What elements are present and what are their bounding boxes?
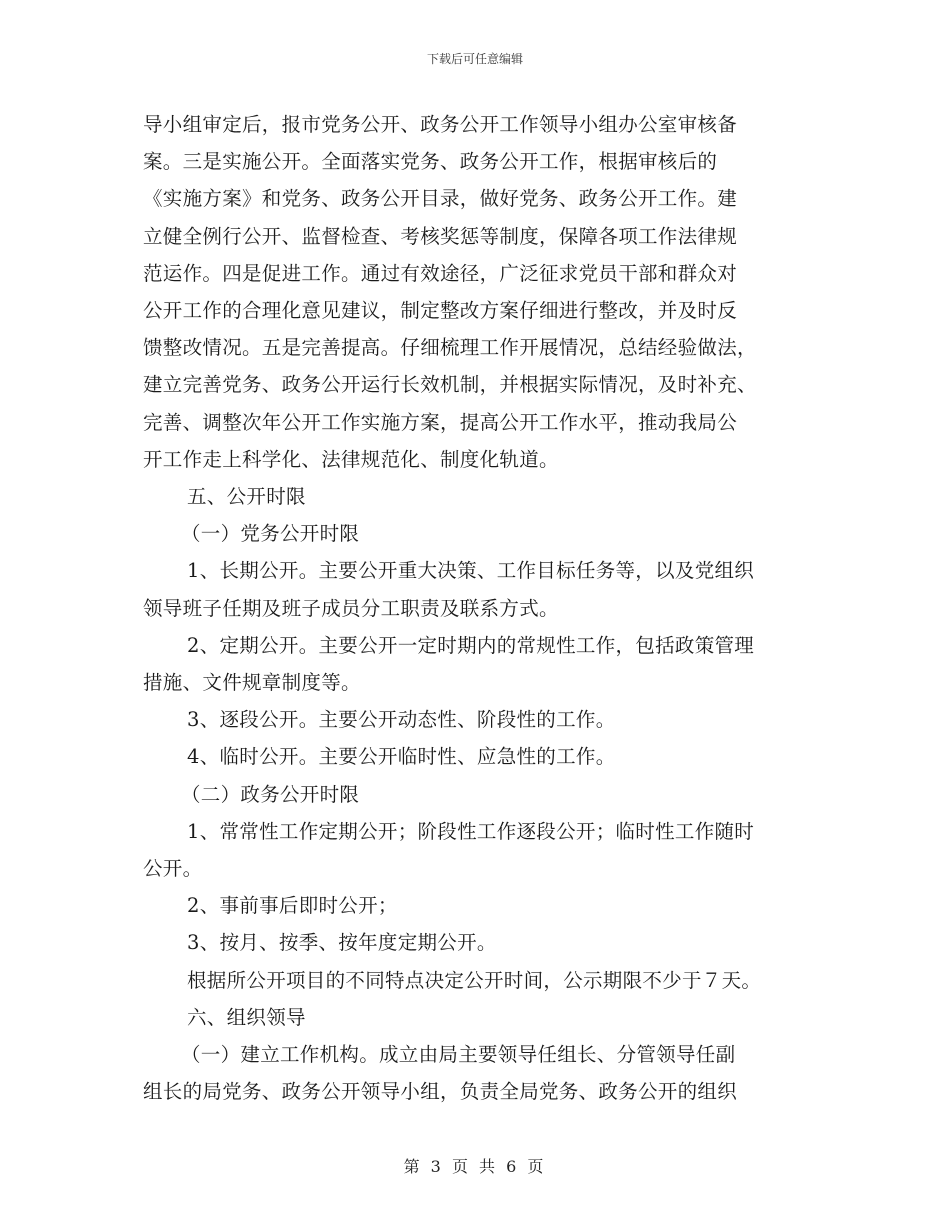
paragraph-line: 2、定期公开。主要公开一定时期内的常规性工作，包括政策管理	[187, 633, 755, 657]
subsection-heading: （一）党务公开时限	[181, 522, 360, 546]
paragraph-line: 根据所公开项目的不同特点决定公开时间，公示期限不少于７天。	[187, 968, 762, 992]
paragraph-line: （一）建立工作机构。成立由局主要领导任组长、分管领导任副	[181, 1043, 736, 1067]
section-heading: 五、公开时限	[187, 485, 306, 509]
paragraph-line: 完善、调整次年公开工作实施方案，提高公开工作水平，推动我局公	[143, 410, 738, 434]
paragraph-line: 措施、文件规章制度等。	[143, 671, 361, 695]
paragraph-line: 案。三是实施公开。全面落实党务、政务公开工作，根据审核后的	[143, 150, 718, 174]
paragraph-line: 组长的局党务、政务公开领导小组，负责全局党务、政务公开的组织	[143, 1080, 738, 1104]
paragraph-line: 2、事前事后即时公开；	[187, 894, 398, 918]
paragraph-line: 立健全例行公开、监督检查、考核奖惩等制度，保障各项工作法律规	[143, 224, 738, 248]
paragraph-line: 开工作走上科学化、法律规范化、制度化轨道。	[143, 447, 559, 471]
document-body	[143, 106, 811, 1110]
paragraph-line: 公开。	[143, 857, 203, 881]
subsection-heading: （二）政务公开时限	[181, 782, 360, 806]
paragraph-line: 领导班子任期及班子成员分工职责及联系方式。	[143, 596, 559, 620]
paragraph-line: 《实施方案》和党务、政务公开目录，做好党务、政务公开工作。建	[143, 187, 738, 211]
paragraph-line: 导小组审定后，报市党务公开、政务公开工作领导小组办公室审核备	[143, 113, 738, 136]
page-header: 下载后可任意编辑	[426, 52, 523, 66]
paragraph-line: 建立完善党务、政务公开运行长效机制，并根据实际情况，及时补充、	[143, 373, 757, 397]
paragraph-line: 公开工作的合理化意见建议，制定整改方案仔细进行整改，并及时反	[143, 299, 738, 323]
paragraph-line: 4、临时公开。主要公开临时性、应急性的工作。	[187, 745, 616, 769]
paragraph-line: 馈整改情况。五是完善提高。仔细梳理工作开展情况，总结经验做法，	[143, 336, 757, 360]
paragraph-line: 3、按月、按季、按年度定期公开。	[187, 931, 497, 955]
section-heading: 六、组织领导	[187, 1005, 306, 1029]
paragraph-line: 1、常常性工作定期公开；阶段性工作逐段公开；临时性工作随时	[187, 819, 755, 843]
paragraph-line: 范运作。四是促进工作。通过有效途径，广泛征求党员干部和群众对	[143, 261, 738, 285]
page-number: 第 3 页 共 6 页	[403, 1157, 547, 1176]
paragraph-line: 3、逐段公开。主要公开动态性、阶段性的工作。	[187, 708, 616, 732]
paragraph-line: 1、长期公开。主要公开重大决策、工作目标任务等，以及党组织	[187, 559, 755, 583]
